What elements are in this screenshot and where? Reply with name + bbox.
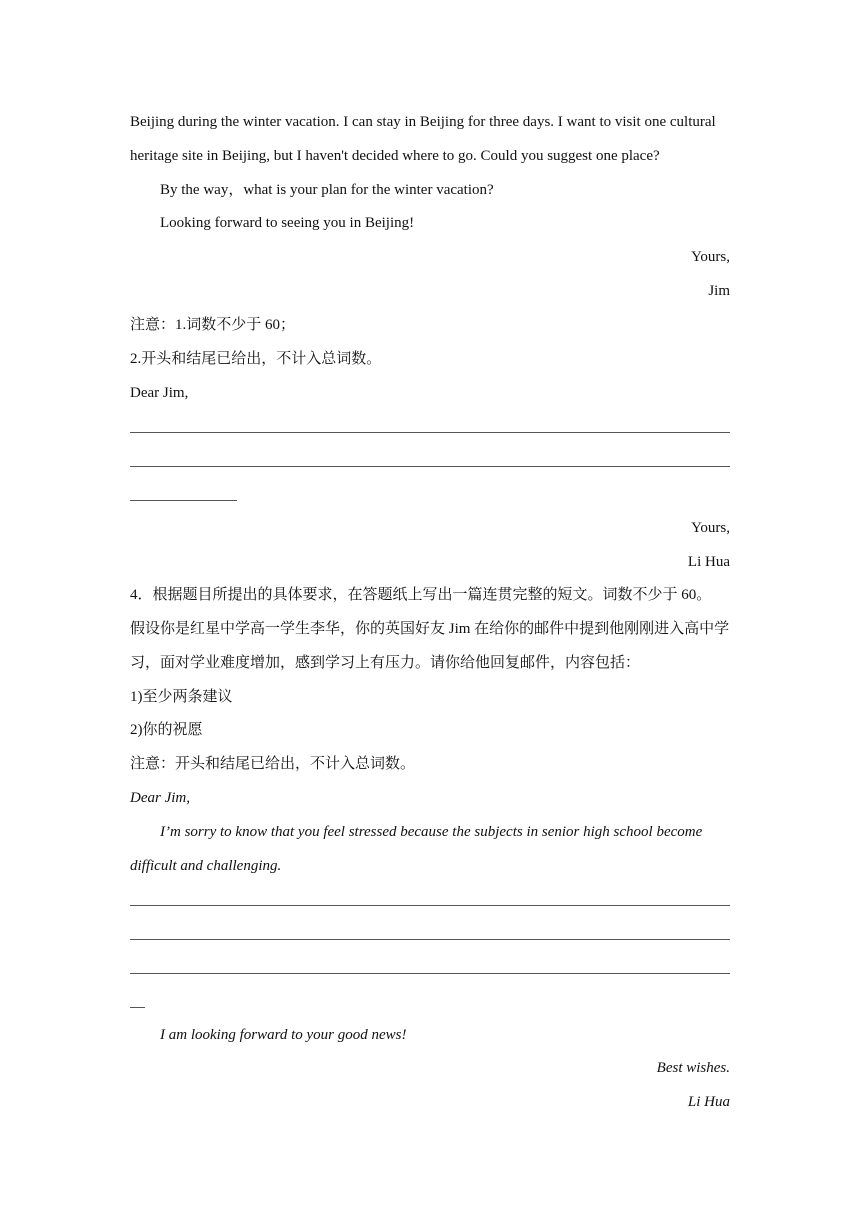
answer-blank-line [130, 432, 730, 433]
question-prompt: 假设你是红星中学高一学生李华，你的英国好友 Jim 在给你的邮件中提到他刚刚进入高中学 [130, 621, 730, 637]
letter-closing: Yours, [691, 249, 730, 265]
letter-text-line: Looking forward to seeing you in Beijing! [160, 215, 415, 231]
letter-signature: Jim [708, 283, 730, 299]
reply-closing: Yours, [691, 520, 730, 536]
letter-text-line: By the way，what is your plan for the winter vacation? [160, 182, 494, 198]
answer-blank-line [130, 905, 730, 906]
answer-blank-line [130, 500, 237, 501]
reply-signature: Li Hua [687, 1094, 730, 1110]
answer-blank-line [130, 466, 730, 467]
answer-blank-line [130, 939, 730, 940]
content-point: 1)至少两条建议 [130, 689, 233, 705]
letter-text-line: heritage site in Beijing, but I haven't decided where to go. Could you suggest one place? [130, 148, 660, 164]
question-prompt: 习，面对学业难度增加，感到学习上有压力。请你给他回复邮件，内容包括： [130, 655, 641, 671]
reply-signature: Li Hua [687, 554, 730, 570]
answer-blank-line [130, 1007, 145, 1008]
reply-closing: Best wishes. [656, 1060, 730, 1076]
question-instruction: 4．根据题目所提出的具体要求，在答题纸上写出一篇连贯完整的短文。词数不少于 60。 [130, 587, 712, 603]
reply-opening-line: I’m sorry to know that you feel stressed because the subjects in senior high school become [160, 824, 703, 840]
reply-salutation: Dear Jim, [130, 385, 189, 401]
task-note: 2.开头和结尾已给出，不计入总词数。 [130, 351, 382, 367]
reply-salutation: Dear Jim, [130, 790, 190, 806]
content-point: 2)你的祝愿 [130, 722, 203, 738]
reply-closing-line: I am looking forward to your good news! [160, 1027, 407, 1043]
task-note: 注意：开头和结尾已给出，不计入总词数。 [130, 756, 416, 772]
answer-blank-line [130, 973, 730, 974]
reply-opening-line: difficult and challenging. [130, 858, 282, 874]
letter-text-line: Beijing during the winter vacation. I can stay in Beijing for three days. I want to visit one cultural [130, 114, 716, 130]
task-note: 注意：1.词数不少于 60； [130, 317, 296, 333]
